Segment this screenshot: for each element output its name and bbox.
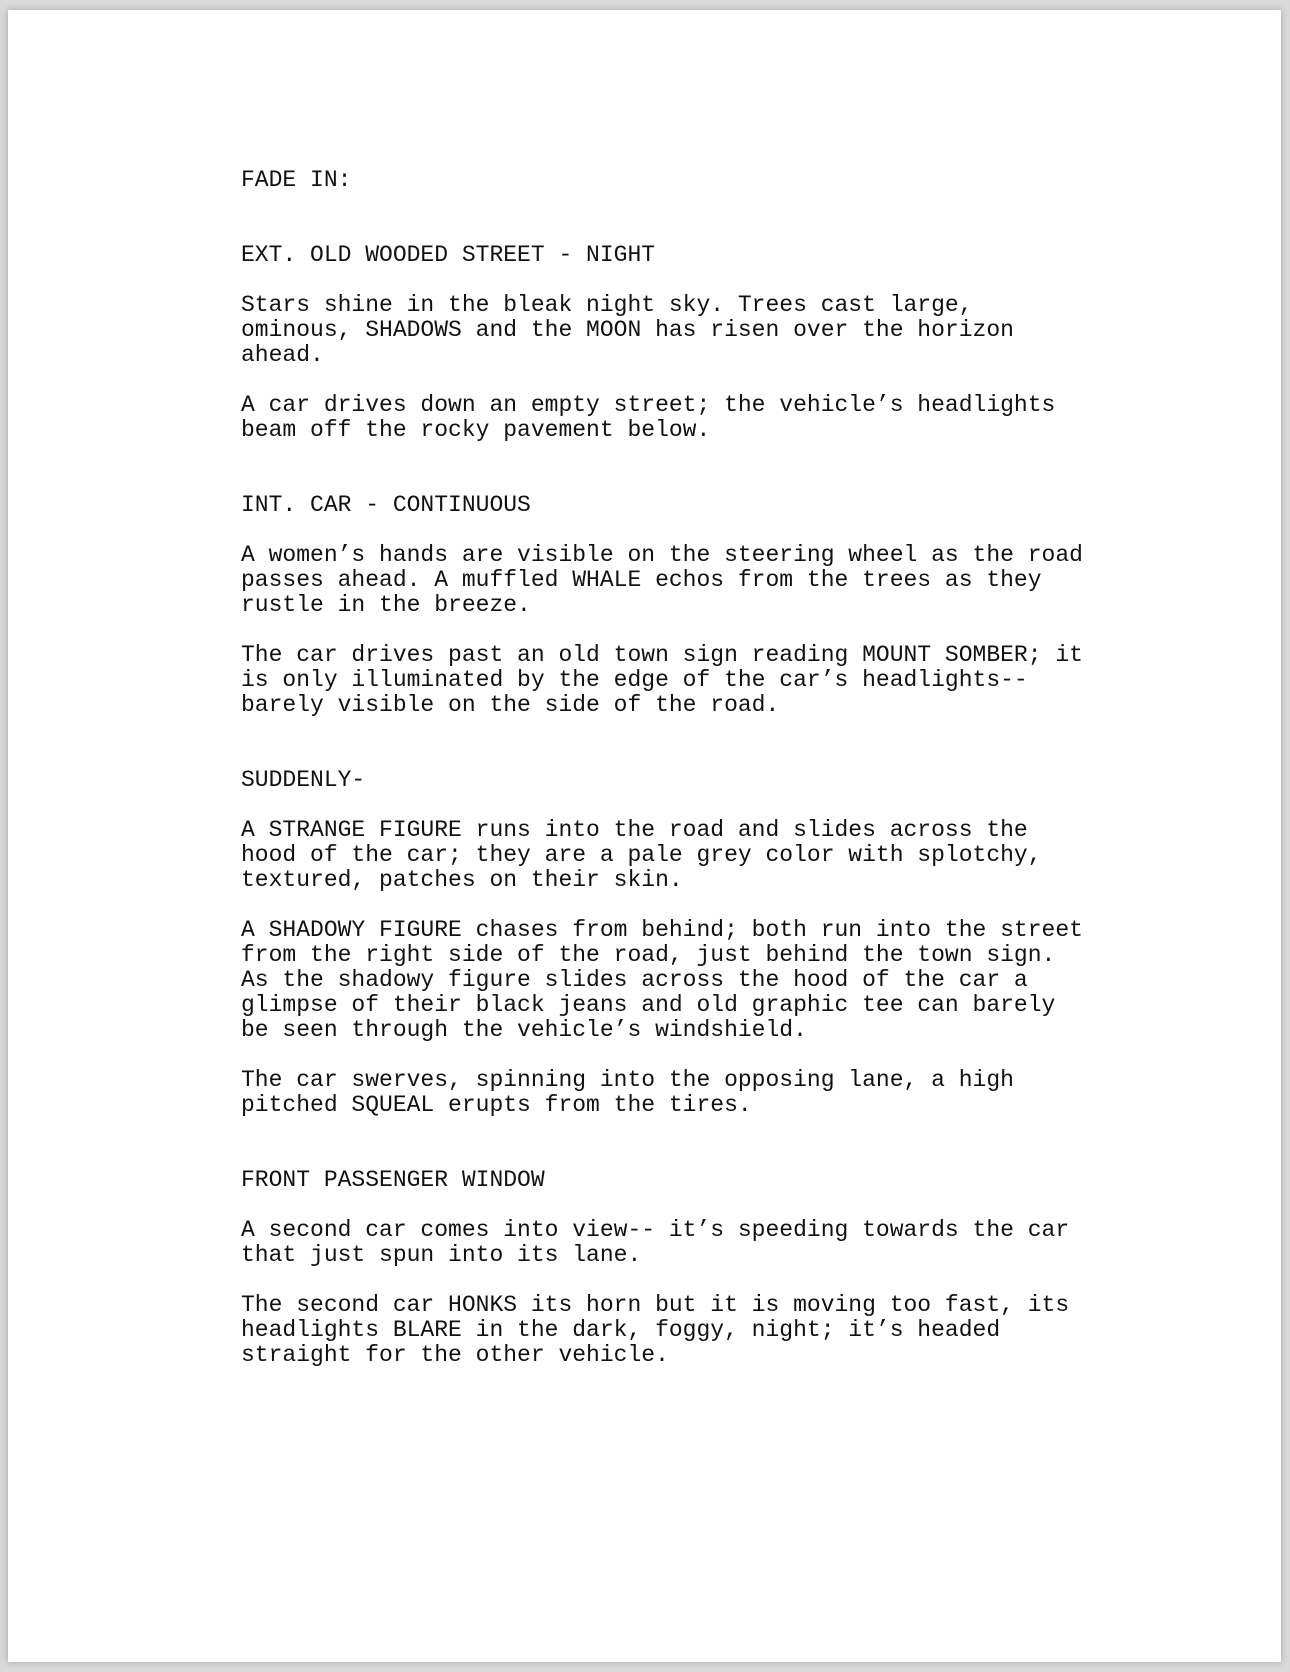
action-line: rustle in the breeze.	[241, 592, 531, 618]
action-paragraph	[241, 293, 1241, 368]
shot-heading: FRONT PASSENGER WINDOW	[241, 1167, 545, 1193]
action-paragraph	[241, 1293, 1241, 1368]
action-line: A car drives down an empty street; the vehicle’s headlights	[241, 392, 1056, 418]
action-line: passes ahead. A muffled WHALE echos from the trees as they	[241, 567, 1042, 593]
action-paragraph	[241, 1218, 1241, 1268]
action-line: Stars shine in the bleak night sky. Trees cast large,	[241, 292, 973, 318]
action-line: glimpse of their black jeans and old graphic tee can barely	[241, 992, 1056, 1018]
action-paragraph	[241, 543, 1241, 618]
scene-heading: INT. CAR - CONTINUOUS	[241, 492, 531, 518]
action-line: A women’s hands are visible on the steering wheel as the road	[241, 542, 1083, 568]
action-line: textured, patches on their skin.	[241, 867, 683, 893]
action-line: pitched SQUEAL erupts from the tires.	[241, 1092, 752, 1118]
action-paragraph	[241, 393, 1241, 443]
action-line: ominous, SHADOWS and the MOON has risen over the horizon	[241, 317, 1014, 343]
action-line: The second car HONKS its horn but it is moving too fast, its	[241, 1292, 1070, 1318]
action-line: A STRANGE FIGURE runs into the road and slides across the	[241, 817, 1028, 843]
screenplay-body	[241, 168, 1241, 1368]
action-line: barely visible on the side of the road.	[241, 692, 780, 718]
action-line: beam off the rocky pavement below.	[241, 417, 711, 443]
action-line: A second car comes into view-- it’s speeding towards the car	[241, 1217, 1070, 1243]
action-line: is only illuminated by the edge of the car’s headlights--	[241, 667, 1028, 693]
transition-fade-in: FADE IN:	[241, 167, 352, 193]
action-line: As the shadowy figure slides across the hood of the car a	[241, 967, 1028, 993]
action-line: straight for the other vehicle.	[241, 1342, 669, 1368]
action-paragraph	[241, 643, 1241, 718]
action-line: that just spun into its lane.	[241, 1242, 642, 1268]
action-paragraph	[241, 818, 1241, 893]
action-line: The car drives past an old town sign reading MOUNT SOMBER; it	[241, 642, 1083, 668]
scene-heading: EXT. OLD WOODED STREET - NIGHT	[241, 242, 656, 268]
action-line: ahead.	[241, 342, 324, 368]
action-line: The car swerves, spinning into the opposing lane, a high	[241, 1067, 1014, 1093]
action-line: hood of the car; they are a pale grey color with splotchy,	[241, 842, 1042, 868]
action-line: headlights BLARE in the dark, foggy, night; it’s headed	[241, 1317, 1001, 1343]
action-paragraph	[241, 918, 1241, 1043]
action-line: A SHADOWY FIGURE chases from behind; both run into the street	[241, 917, 1083, 943]
action-paragraph	[241, 1068, 1241, 1118]
shot-heading: SUDDENLY-	[241, 767, 366, 793]
script-page	[8, 10, 1281, 1662]
action-line: be seen through the vehicle’s windshield.	[241, 1017, 807, 1043]
action-line: from the right side of the road, just behind the town sign.	[241, 942, 1056, 968]
